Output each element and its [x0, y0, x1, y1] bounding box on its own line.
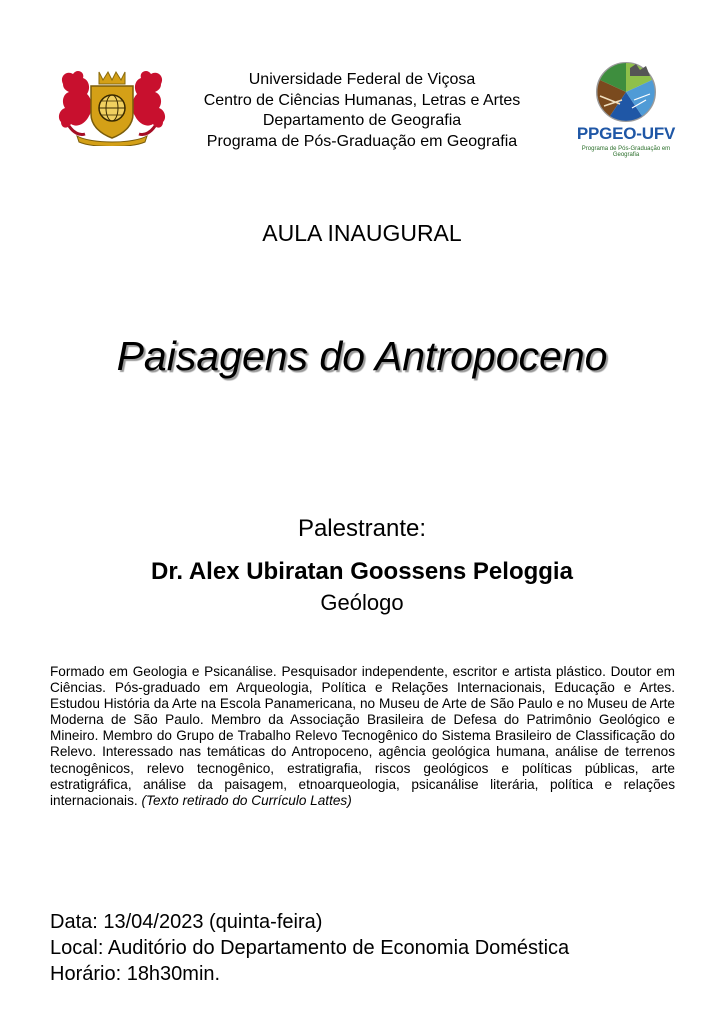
- program-name: Programa de Pós-Graduação em Geografia: [206, 132, 518, 150]
- event-info: [50, 909, 569, 987]
- event-date: Data: 13/04/2023 (quinta-feira): [50, 911, 323, 933]
- university-name: Universidade Federal de Viçosa: [248, 71, 476, 88]
- department-name: Departamento de Geografia: [262, 112, 462, 129]
- ufv-coat-of-arms-logo: [55, 66, 169, 146]
- ppgeo-globe-icon: [570, 60, 682, 124]
- speaker-role: Geólogo: [320, 590, 404, 615]
- talk-title: Paisagens do Antropoceno: [116, 333, 608, 379]
- event-time: Horário: 18h30min.: [50, 963, 221, 985]
- event-type-heading: AULA INAUGURAL: [262, 220, 462, 246]
- speaker-label: Palestrante:: [297, 515, 427, 542]
- event-location: Local: Auditório do Departamento de Economia Doméstica: [50, 937, 570, 959]
- speaker-bio: [50, 664, 675, 809]
- speaker-name: Dr. Alex Ubiratan Goossens Peloggia: [151, 558, 573, 585]
- ppgeo-logo-name: PPGEO-UFV: [576, 124, 676, 143]
- ppgeo-logo-subtitle: Programa de Pós-Graduação em Geografia: [581, 146, 671, 158]
- center-name: Centro de Ciências Humanas, Letras e Artes: [203, 91, 521, 109]
- ufv-coat-of-arms-icon: [55, 66, 169, 146]
- bio-source: (Texto retirado do Currículo Lattes): [141, 792, 352, 808]
- bio-text: Formado em Geologia e Psicanálise. Pesquisador independente, escritor e artista plástico. Doutor em Ciências. Pós-graduado em Arqueologia, Política e Relações Internacionais, Educação e Artes. Estudou História da Arte na Escola Panamericana, no Museu de Arte de São Paulo e no Museu de Arte Moderna de São Paulo. Membro da Associação Brasileira de Defesa do Patrimônio Geológico e Mineiro. Membro do Grupo de Trabalho Relevo Tecnogênico do Sistema Brasileiro de Classificação do Relevo. Interessado nas temáticas do Antropoceno, agência geológica humana, análise de terrenos tecnogênicos, relevo tecnogênico, estratigrafia, riscos geológicos e políticas públicas, arte estratigráfica, análise da paisagem, etnoarqueologia, psicanálise literária, política e relações internacionais.: [50, 664, 675, 808]
- ppgeo-ufv-logo: [570, 60, 682, 160]
- institution-header: [200, 70, 524, 152]
